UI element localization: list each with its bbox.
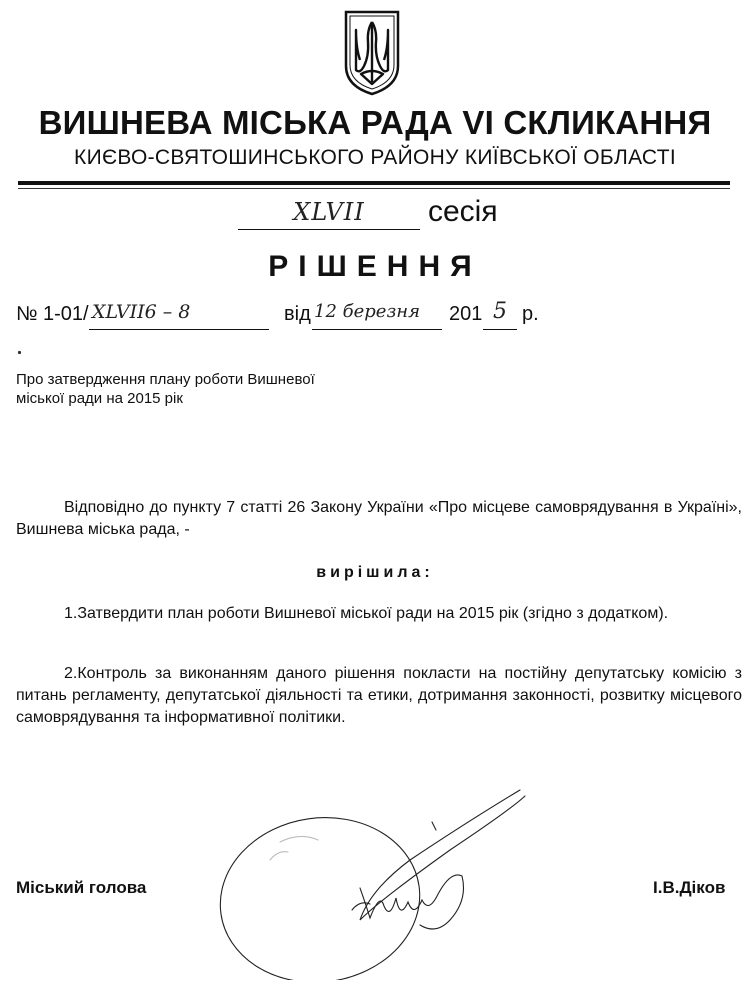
- decision-title: РІШЕННЯ: [268, 250, 482, 283]
- org-title: ВИШНЕВА МІСЬКА РАДА VI СКЛИКАННЯ: [38, 104, 712, 141]
- header-divider-thin: [18, 188, 730, 189]
- year-suffix: р.: [522, 303, 539, 325]
- subject-line-2: міської ради на 2015 рік: [16, 390, 183, 407]
- org-subtitle: КИЄВО-СВЯТОШИНСЬКОГО РАЙОНУ КИЇВСЬКОЇ ОБЛАСТІ: [74, 146, 676, 169]
- date-handwritten: 12 березня: [314, 301, 421, 322]
- decision-subject: [16, 370, 315, 408]
- stray-ink-dot: [17, 350, 22, 355]
- decision-number-prefix: № 1-01/: [16, 303, 89, 325]
- signatory-position: Міський голова: [16, 878, 147, 897]
- decision-number-row: [16, 299, 556, 333]
- year-handwritten: 5: [493, 299, 507, 324]
- date-label: від: [284, 303, 311, 325]
- decision-number-handwritten: XLVII6 – 8: [92, 301, 191, 323]
- trident-coat-of-arms-icon: [343, 8, 401, 96]
- resolution-item-2: 2.Контроль за виконанням даного рішення покласти на постійну депутатську комісію з питань регламенту, депутатської діяльності та етики, дотримання законності, розвитку місцевого самоврядування та інформативної політики.: [16, 665, 742, 726]
- year-prefix: 201: [449, 303, 483, 325]
- signatory-name: І.В.Діков: [653, 878, 726, 897]
- preamble-paragraph: Відповідно до пункту 7 статті 26 Закону України «Про місцеве самоврядування в Україні», Вишнева міська рада, -: [16, 499, 742, 538]
- header-divider-thick: [18, 181, 730, 185]
- subject-line-1: Про затвердження плану роботи Вишневої: [16, 371, 315, 388]
- resolution-item-1: 1.Затвердити план роботи Вишневої міської ради на 2015 рік (згідно з додатком).: [64, 605, 669, 622]
- session-number-underline: [238, 229, 420, 230]
- handwritten-signature-with-stamp-icon: [210, 780, 550, 980]
- session-number-handwritten: XLVII: [293, 198, 365, 226]
- session-label: сесія: [428, 195, 498, 228]
- resolved-heading: вирішила:: [316, 564, 434, 581]
